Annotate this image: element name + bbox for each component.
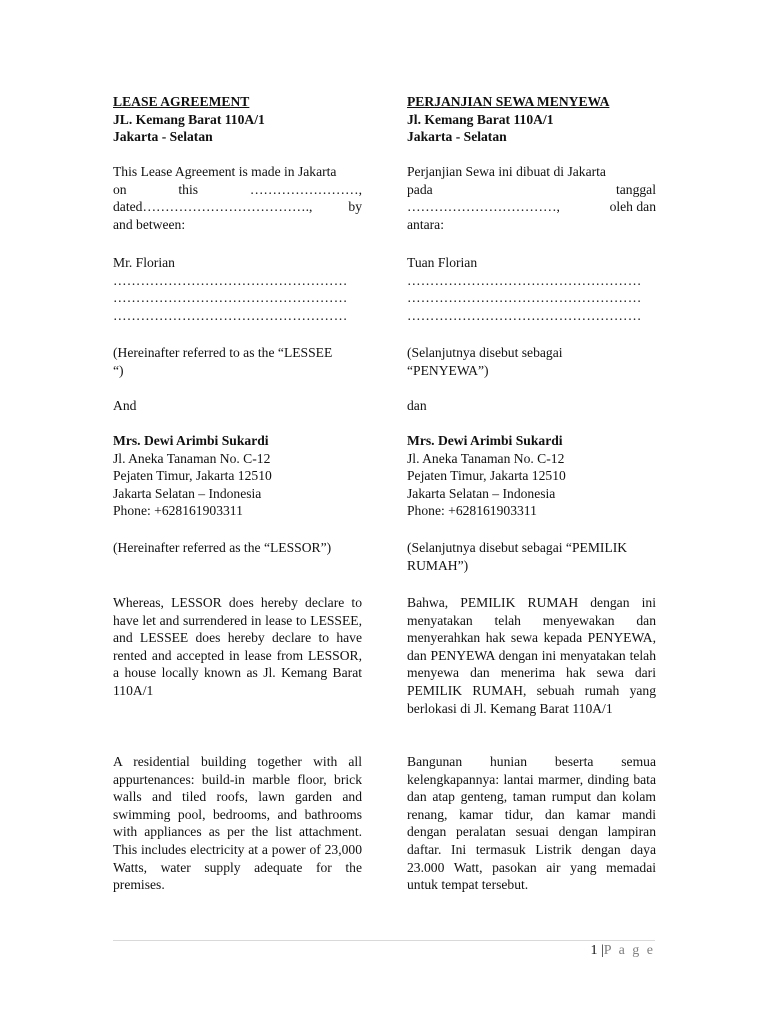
lessor-reference: (Hereinafter referred as the “LESSOR”) bbox=[113, 540, 332, 555]
lessee-block-id bbox=[407, 254, 656, 324]
lessor-phone-id: Phone: +628161903311 bbox=[407, 503, 537, 519]
intro-line-4: and between: bbox=[113, 216, 186, 232]
lessee-ref-line2-id: “PENYEWA”) bbox=[407, 362, 489, 378]
intro-pada: pada bbox=[407, 181, 433, 197]
dan-connector: dan bbox=[407, 398, 427, 413]
intro-line-1-id: Perjanjian Sewa ini dibuat di Jakarta bbox=[407, 164, 606, 179]
lessee-name: Mr. Florian bbox=[113, 255, 175, 270]
lessor-block-id bbox=[407, 432, 656, 520]
property-address-line2: Jakarta - Selatan bbox=[113, 129, 213, 145]
page-number: 1 bbox=[590, 943, 598, 958]
residential-paragraph: A residential building together with all appurtenances: build-in marble floor, brick walls and tiled roofs, lawn garden and swimming pool, bedrooms, and bathrooms with appliances as per the list attachment. This includes electricity at a power of 23,000 Watts, water supply adequate for the premises. bbox=[113, 754, 362, 893]
lessee-reference bbox=[113, 344, 362, 379]
intro-oleh-dan: oleh dan bbox=[609, 199, 656, 215]
intro-date-dots: ……………………, bbox=[249, 181, 362, 197]
lessor-address-1-id: Jl. Aneka Tanaman No. C-12 bbox=[407, 450, 565, 466]
lessor-ref-line2-id: RUMAH”) bbox=[407, 557, 469, 573]
intro-tanggal: tanggal bbox=[615, 181, 656, 197]
lessee-name-id: Tuan Florian bbox=[407, 255, 478, 270]
property-address-line2-id: Jakarta - Selatan bbox=[407, 129, 507, 145]
lessor-phone: Phone: +628161903311 bbox=[113, 503, 243, 519]
intro-date-dots-id: ……………………………, bbox=[407, 199, 560, 215]
lessor-address-3-id: Jakarta Selatan – Indonesia bbox=[407, 485, 556, 501]
intro-line-2-id bbox=[407, 181, 656, 199]
bahwa-paragraph: Bahwa, PEMILIK RUMAH dengan ini menyatakan telah menyewakan dan menyerahkan hak sewa kepada PENYEWA, dan PENYEWA dengan ini menyatakan telah menyewa dan menerima hak sewa dari PEMILIK RUMAH, sebuah rumah yang berlokasi di Jl. Kemang Barat 110A/1 bbox=[407, 595, 656, 716]
lease-agreement-title: LEASE AGREEMENT bbox=[113, 94, 250, 109]
lessee-dots-3-id: …………………………………………… bbox=[407, 307, 642, 323]
lessor-address-2: Pejaten Timur, Jakarta 12510 bbox=[113, 468, 272, 484]
perjanjian-title: PERJANJIAN SEWA MENYEWA bbox=[407, 94, 610, 109]
lessee-dots-3: …………………………………………… bbox=[113, 307, 348, 323]
lessee-block bbox=[113, 254, 362, 324]
footer-divider bbox=[113, 940, 655, 941]
lessor-address-2-id: Pejaten Timur, Jakarta 12510 bbox=[407, 468, 566, 484]
lessee-ref-line1-id: (Selanjutnya disebut sebagai bbox=[407, 345, 563, 360]
property-address-line1: JL. Kemang Barat 110A/1 bbox=[113, 111, 265, 127]
lessee-ref-line2: “) bbox=[113, 362, 124, 378]
lessee-ref-line1: (Hereinafter referred to as the “LESSEE bbox=[113, 345, 333, 360]
lessee-dots-1-id: …………………………………………… bbox=[407, 272, 642, 288]
intro-by: by bbox=[348, 199, 362, 215]
lessor-name-id: Mrs. Dewi Arimbi Sukardi bbox=[407, 433, 563, 448]
and-connector: And bbox=[113, 398, 137, 413]
intro-line-3-id bbox=[407, 198, 656, 216]
intro-on: on bbox=[113, 181, 127, 197]
property-address-line1-id: Jl. Kemang Barat 110A/1 bbox=[407, 111, 554, 127]
lessee-dots-1: …………………………………………… bbox=[113, 272, 348, 288]
intro-line-2 bbox=[113, 181, 362, 199]
page-label: P a g e bbox=[603, 943, 655, 958]
intro-paragraph bbox=[113, 163, 362, 233]
lessor-name: Mrs. Dewi Arimbi Sukardi bbox=[113, 433, 269, 448]
intro-line-3 bbox=[113, 198, 362, 216]
whereas-paragraph: Whereas, LESSOR does hereby declare to have let and surrendered in lease to LESSEE, and LESSEE does hereby declare to have rented and accepted in lease from LESSOR, a house locally known as Jl. Kemang Barat 110A/1 bbox=[113, 595, 362, 698]
lessor-address-1: Jl. Aneka Tanaman No. C-12 bbox=[113, 450, 271, 466]
lessee-reference-id bbox=[407, 344, 656, 379]
intro-this: this bbox=[178, 181, 199, 197]
page-separator: | bbox=[600, 943, 604, 958]
lessor-ref-line1-id: (Selanjutnya disebut sebagai “PEMILIK bbox=[407, 540, 628, 555]
intro-line-1: This Lease Agreement is made in Jakarta bbox=[113, 164, 337, 179]
lessee-dots-2-id: …………………………………………… bbox=[407, 290, 642, 306]
lessee-dots-2: …………………………………………… bbox=[113, 290, 348, 306]
intro-paragraph-id bbox=[407, 163, 656, 233]
lessor-reference-id bbox=[407, 539, 656, 574]
lessor-block bbox=[113, 432, 362, 520]
intro-dated: dated………………………………., bbox=[113, 199, 313, 215]
intro-line-4-id: antara: bbox=[407, 216, 444, 232]
bangunan-paragraph: Bangunan hunian beserta semua kelengkapannya: lantai marmer, dinding bata dan atap genteng, taman rumput dan kolam renang, kamar tidur, dan kamar mandi dengan peralatan sesuai dengan lampiran daftar. Ini termasuk Listrik dengan daya 23.000 Watt, pasokan air yang memadai untuk tempat tersebut. bbox=[407, 754, 656, 893]
page-footer bbox=[590, 942, 655, 960]
lessor-address-3: Jakarta Selatan – Indonesia bbox=[113, 485, 262, 501]
